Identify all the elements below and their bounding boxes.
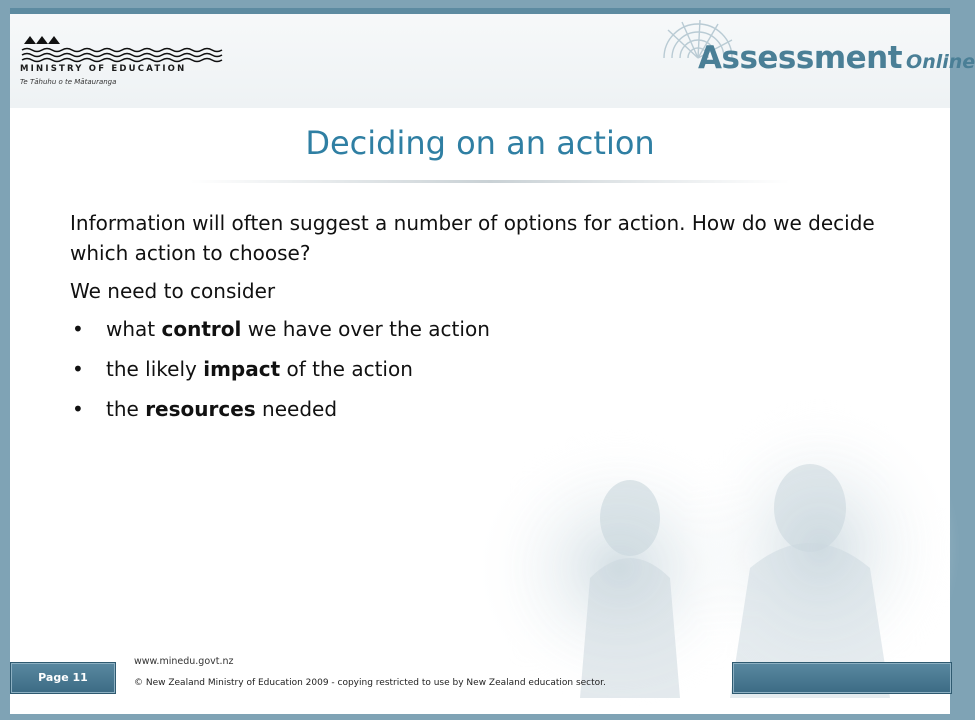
bullet-text-before: what xyxy=(106,317,162,341)
bullet-emphasis: impact xyxy=(203,357,281,381)
slide-title: Deciding on an action xyxy=(305,124,655,162)
slide xyxy=(10,8,975,714)
page-number-badge: Page 11 xyxy=(10,662,116,694)
ministry-logo-icon xyxy=(20,30,220,64)
bullet-glyph: • xyxy=(72,317,84,341)
bullet-text-before: the likely xyxy=(106,357,204,381)
bullet-item-impact xyxy=(70,354,890,384)
slide-header xyxy=(10,8,975,108)
bullet-emphasis: control xyxy=(161,317,242,341)
brand-text xyxy=(698,40,975,76)
ministry-logo xyxy=(20,30,220,100)
assessment-online-logo xyxy=(638,10,975,106)
lead-paragraph: We need to consider xyxy=(70,279,276,303)
bullet-text-after: of the action xyxy=(280,357,413,381)
background-photo-art xyxy=(450,398,950,698)
bullet-glyph: • xyxy=(72,357,84,381)
ministry-name: MINISTRY OF EDUCATION xyxy=(20,64,187,74)
bullet-text-after: we have over the action xyxy=(241,317,490,341)
brand-sub: Online xyxy=(906,51,975,73)
bullet-text-after: needed xyxy=(255,397,338,421)
bullet-emphasis: resources xyxy=(145,397,256,421)
bullet-item-control xyxy=(70,314,890,344)
bullet-glyph: • xyxy=(72,397,84,421)
footer-bar xyxy=(732,662,952,694)
title-divider xyxy=(190,180,790,183)
ministry-subtitle: Te Tāhuhu o te Mātauranga xyxy=(20,78,117,86)
bullet-item-resources xyxy=(70,394,890,424)
bullet-text-before: the xyxy=(106,397,146,421)
footer-copyright: © New Zealand Ministry of Education 2009 - copying restricted to use by New Zealand education sector. xyxy=(134,678,606,688)
footer-url[interactable]: www.minedu.govt.nz xyxy=(134,656,234,667)
bullet-list xyxy=(70,314,890,424)
brand-main: Assessment xyxy=(698,40,903,76)
slide-body xyxy=(70,208,890,434)
intro-paragraph: Information will often suggest a number of options for action. How do we decide which action to choose? xyxy=(70,211,875,265)
